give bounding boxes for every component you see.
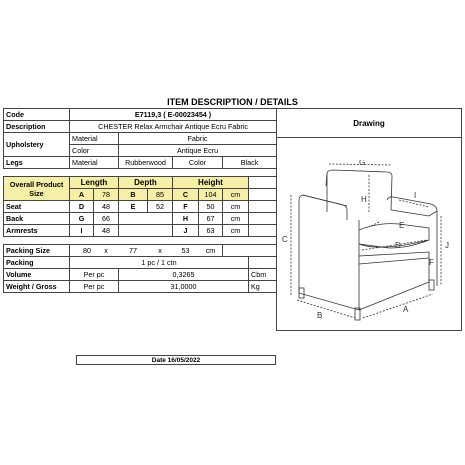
dim-c-value: 104 <box>199 189 223 201</box>
overall-size-header-row <box>4 177 277 189</box>
description-label: Description <box>4 121 70 133</box>
description-value: CHESTER Relax Armchair Antique Ecru Fabric <box>70 121 277 133</box>
sheet-title: ITEM DESCRIPTION / DETAILS <box>167 97 298 107</box>
dim-d-letter: D <box>70 201 94 213</box>
spacer-row <box>4 169 277 177</box>
packing-height: 53 <box>173 245 199 257</box>
legs-label: Legs <box>4 157 70 169</box>
volume-per: Per pc <box>70 269 119 281</box>
spacer-row-2 <box>4 237 277 245</box>
upholstery-material-row <box>4 133 277 145</box>
code-row <box>4 109 277 121</box>
dim-d-value: 48 <box>94 201 119 213</box>
dim-b-value: 85 <box>148 189 173 201</box>
dim-e-letter: E <box>119 201 148 213</box>
length-header: Length <box>70 177 119 189</box>
packing-size-row <box>4 245 277 257</box>
drawing-label-d: D <box>395 241 401 250</box>
volume-label: Volume <box>4 269 70 281</box>
dim-b-letter: B <box>119 189 148 201</box>
upholstery-label: Upholstery <box>4 133 70 157</box>
armchair-drawing <box>279 160 459 325</box>
drawing-label-f: F <box>429 258 434 267</box>
seat-unit: cm <box>223 201 249 213</box>
legs-material-value: Rubberwood <box>119 157 173 169</box>
weight-value: 31,0000 <box>119 281 249 293</box>
code-value: E7119,3 ( E-00023454 ) <box>70 109 277 121</box>
overall-size-label: Overall Product Size <box>4 177 70 201</box>
back-unit: cm <box>223 213 249 225</box>
weight-per: Per pc <box>70 281 119 293</box>
volume-row <box>4 269 277 281</box>
dim-f-value: 50 <box>199 201 223 213</box>
overall-size-unit: cm <box>223 189 249 201</box>
drawing-label-i: I <box>414 191 417 200</box>
armrests-row <box>4 225 277 237</box>
weight-unit: Kg <box>249 281 277 293</box>
packing-label: Packing <box>4 257 70 269</box>
armrests-label: Armrests <box>4 225 70 237</box>
dim-j-letter: J <box>173 225 199 237</box>
legs-material-label: Material <box>70 157 119 169</box>
weight-label: Weight / Gross <box>4 281 70 293</box>
dim-j-value: 63 <box>199 225 223 237</box>
packing-size-label: Packing Size <box>4 245 70 257</box>
armrests-unit: cm <box>223 225 249 237</box>
weight-row <box>4 281 277 293</box>
volume-value: 0,3265 <box>119 269 249 281</box>
packing-x-1: x <box>94 245 119 257</box>
dim-g-letter: G <box>70 213 94 225</box>
seat-row <box>4 201 277 213</box>
description-row <box>4 121 277 133</box>
legs-row <box>4 157 277 169</box>
dim-h-value: 67 <box>199 213 223 225</box>
dim-i-letter: I <box>70 225 94 237</box>
packing-size-unit: cm <box>199 245 223 257</box>
date-label: Date 16/05/2022 <box>76 355 276 365</box>
upholstery-color-value: Antique Ecru <box>119 145 277 157</box>
dim-a-letter: A <box>70 189 94 201</box>
upholstery-color-label: Color <box>70 145 119 157</box>
dim-i-value: 48 <box>94 225 119 237</box>
legs-color-label: Color <box>173 157 223 169</box>
depth-header: Depth <box>119 177 173 189</box>
drawing-label-c: C <box>282 235 288 244</box>
upholstery-material-value: Fabric <box>119 133 277 145</box>
packing-row <box>4 257 277 269</box>
drawing-title: Drawing <box>353 119 385 128</box>
height-header: Height <box>173 177 249 189</box>
back-row <box>4 213 277 225</box>
drawing-label-e: E <box>399 221 405 230</box>
code-label: Code <box>4 109 70 121</box>
seat-label: Seat <box>4 201 70 213</box>
legs-color-value: Black <box>223 157 277 169</box>
volume-unit: Cbm <box>249 269 277 281</box>
packing-x-2: x <box>148 245 173 257</box>
dim-h-letter: H <box>173 213 199 225</box>
packing-length: 80 <box>70 245 94 257</box>
drawing-label-j: J <box>445 241 449 250</box>
dim-a-value: 78 <box>94 189 119 201</box>
packing-value: 1 pc / 1 ctn <box>70 257 249 269</box>
spec-table <box>3 108 277 293</box>
dim-c-letter: C <box>173 189 199 201</box>
dim-g-value: 66 <box>94 213 119 225</box>
upholstery-material-label: Material <box>70 133 119 145</box>
drawing-label-b: B <box>317 311 323 320</box>
drawing-label-a: A <box>403 305 409 314</box>
dim-e-value: 52 <box>148 201 173 213</box>
packing-width: 77 <box>119 245 148 257</box>
dim-f-letter: F <box>173 201 199 213</box>
back-label: Back <box>4 213 70 225</box>
drawing-label-g: G <box>359 160 366 167</box>
drawing-label-h: H <box>361 195 367 204</box>
